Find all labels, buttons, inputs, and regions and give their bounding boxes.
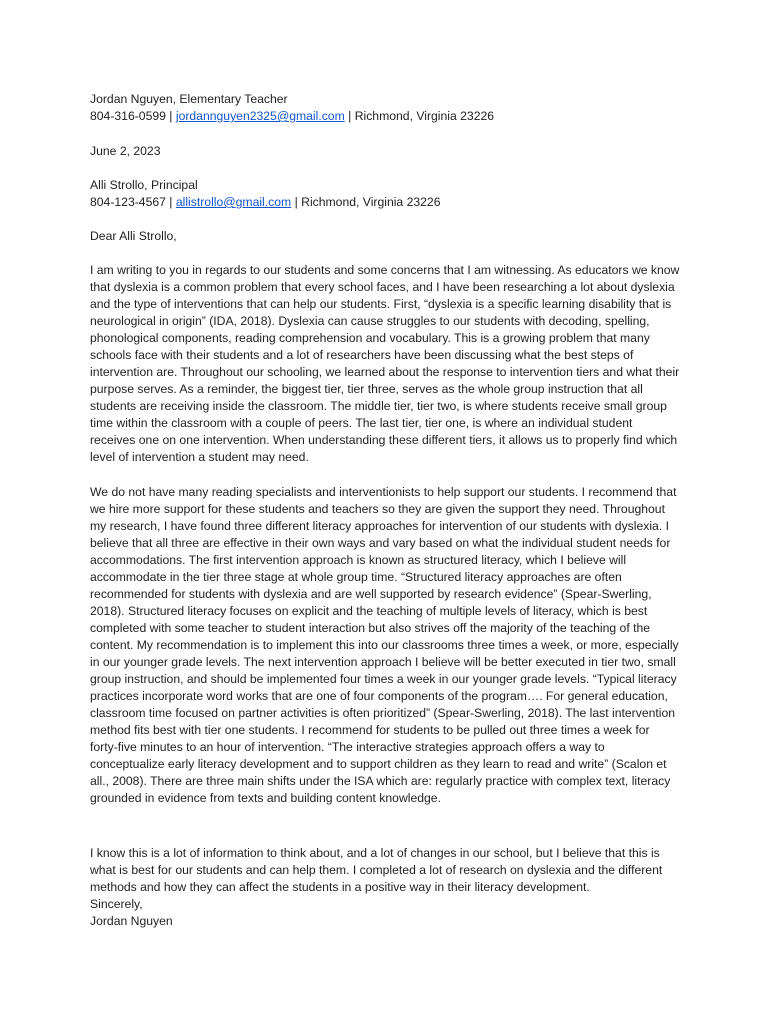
recipient-phone: 804-123-4567 — [90, 195, 166, 209]
sender-name: Jordan Nguyen, Elementary Teacher — [90, 92, 288, 106]
letter-date: June 2, 2023 — [90, 144, 161, 158]
sender-address: Richmond, Virginia 23226 — [354, 109, 495, 123]
signature: Jordan Nguyen — [90, 914, 173, 928]
recipient-block — [90, 177, 680, 211]
paragraph-1-block — [90, 262, 680, 466]
date-block — [90, 143, 680, 160]
sender-phone: 804-316-0599 — [90, 109, 166, 123]
sender-email-link[interactable]: jordannguyen2325@gmail.com — [175, 109, 345, 123]
body-paragraph: I am writing to you in regards to our students and some concerns that I am witnessing. As educators we know that dyslexia is a common problem that every school faces, and I have been researching a lot about dyslexia and the type of interventions that can help our students. First, “dyslexia is a specific learning disability that is neurological in origin” (IDA, 2018). Dyslexia can cause struggles to our students with decoding, spelling, phonological components, reading comprehension and vocabulary. This is a growing problem that many schools face with their students and a lot of researchers have been discussing what the best steps of intervention are. Throughout our schooling, we learned about the response to intervention tiers and what their purpose serves. As a reminder, the biggest tier, tier three, serves as the whole group instruction that all students are receiving inside the classroom. The middle tier, tier two, is where students receive small group time within the classroom with a couple of peers. The last tier, tier one, is where an individual student receives one on one intervention. When understanding these different tiers, it allows us to properly find which level of intervention a student may need. — [90, 263, 680, 464]
separator: | — [344, 109, 355, 123]
separator: | — [165, 195, 176, 209]
recipient-contact — [90, 194, 680, 211]
salutation-block — [90, 228, 680, 245]
separator: | — [291, 195, 302, 209]
recipient-name: Alli Strollo, Principal — [90, 178, 198, 192]
closing: Sincerely, — [90, 897, 143, 911]
recipient-address: Richmond, Virginia 23226 — [301, 195, 441, 209]
paragraph-2-block — [90, 484, 680, 807]
sender-contact — [90, 108, 680, 125]
body-paragraph: We do not have many reading specialists and interventionists to help support our students. I recommend that we hire more support for these students and teachers so they are given the support they need. Throughout my research, I have found three different literacy approaches for intervention of our students with dyslexia. I believe that all three are effective in their own ways and vary based on what the individual student needs for accommodations. The first intervention approach is known as structured literacy, which I believe will accommodate in the tier three stage at whole group time. “Structured literacy approaches are often recommended for students with dyslexia and are well supported by research evidence” (Spear-Swerling, 2018). Structured literacy focuses on explicit and the teaching of multiple levels of literacy, which is best completed with some teacher to student interaction but also strives off the majority of the teaching of the content. My recommendation is to implement this into our classrooms three times a week, or more, especially in our younger grade levels. The next intervention approach I believe will be better executed in tier two, small group instruction, and should be implemented four times a week in our younger grade levels. “Typical literacy practices incorporate word works that are one of four components of the program…. For general education, classroom time focused on partner activities is often prioritized” (Spear-Swerling, 2018). The last intervention method fits best with tier one students. I recommend for students to be pulled out three times a week for forty-five minutes to an hour of intervention. “The interactive strategies approach offers a way to conceptualize early literacy development and to support children as they learn to read and write” (Scalon et all., 2008). There are three main shifts under the ISA which are: regularly practice with complex text, literacy grounded in evidence from texts and building content knowledge. — [90, 485, 679, 805]
recipient-email-link[interactable]: allistrollo@gmail.com — [175, 195, 292, 209]
sender-block — [90, 91, 680, 125]
body-paragraph: I know this is a lot of information to think about, and a lot of changes in our school, but I believe that this is what is best for our students and can help them. I completed a lot of research on dyslexia and the different methods and how they can affect the students in a positive way in their literacy development. — [90, 846, 663, 894]
paragraph-3-block — [90, 845, 680, 930]
salutation: Dear Alli Strollo, — [90, 229, 177, 243]
separator: | — [165, 109, 176, 123]
